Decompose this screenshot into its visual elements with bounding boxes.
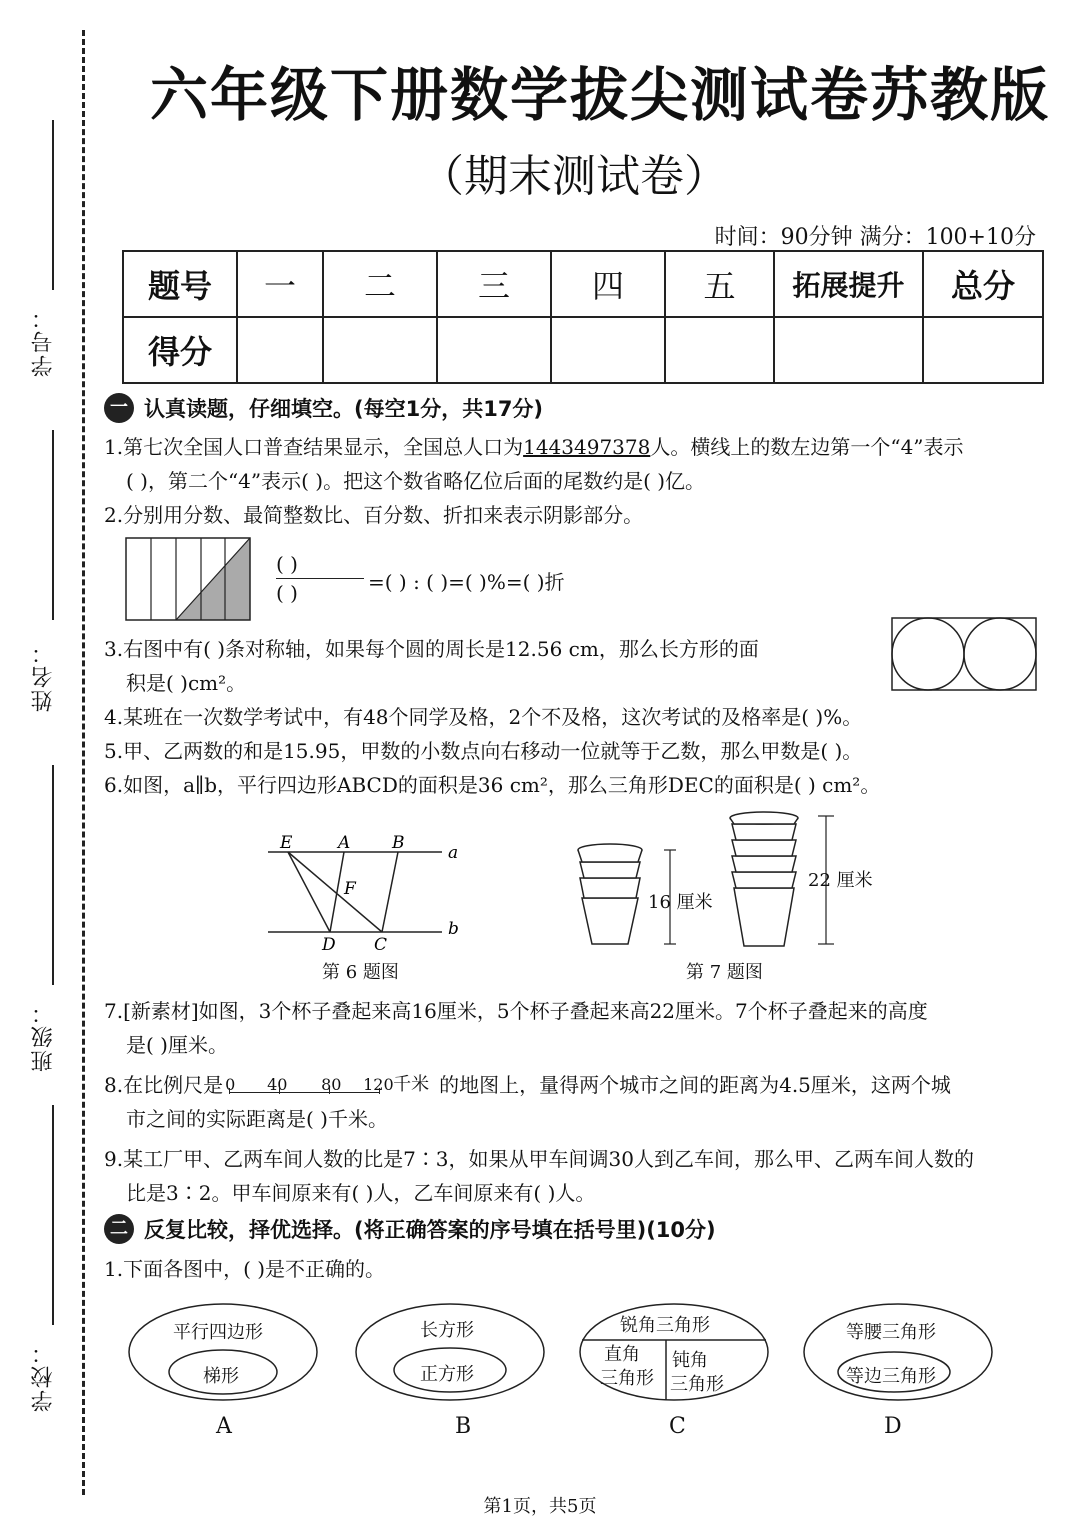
cup-stack-5 (730, 812, 798, 946)
option-a-letter: A (216, 1414, 232, 1439)
q8-line1 (104, 1068, 951, 1102)
option-b-outer-label: 长方形 (420, 1320, 474, 1341)
option-b-letter: B (455, 1414, 472, 1439)
q8-line2: 市之间的实际距离是( )千米。 (126, 1107, 388, 1131)
section2-heading (104, 1214, 716, 1244)
score-cell[interactable] (237, 317, 323, 383)
q9-line1: 9.某工厂甲、乙两车间人数的比是7∶3，如果从甲车间调30人到乙车间，那么甲、乙两车间人数的 (104, 1147, 974, 1171)
option-c-right-label-2: 三角形 (670, 1374, 724, 1395)
score-cell[interactable] (437, 317, 551, 383)
q7-line2: 是( )厘米。 (126, 1033, 228, 1057)
section2-number: 二 (104, 1214, 134, 1244)
option-a-inner-label: 梯形 (203, 1366, 239, 1387)
question-8 (104, 1068, 951, 1136)
scale-tick-120: 120 (363, 1075, 394, 1094)
section1-number: 一 (104, 393, 134, 423)
label-D: D (322, 935, 336, 955)
figure-6 (262, 828, 472, 958)
s2-q1-diagrams (126, 1300, 996, 1410)
label-E: E (280, 833, 293, 853)
score-header-cell: 题号 (123, 251, 237, 317)
scale-tick-0: 0 (225, 1075, 236, 1094)
figure-6-caption: 第 6 题图 (322, 962, 399, 983)
s2-question-1: 1.下面各图中，( )是不正确的。 (104, 1257, 386, 1281)
q9-line2: 比是3∶2。甲车间原来有( )人，乙车间原来有( )人。 (126, 1181, 596, 1205)
scale-tick-80: 80 (321, 1075, 342, 1094)
score-header-cell: 三 (437, 251, 551, 317)
question-4: 4.某班在一次数学考试中，有48个同学及格，2个不及格，这次考试的及格率是( )%。 (104, 705, 863, 729)
score-cell[interactable] (323, 317, 437, 383)
option-d-outer-label: 等腰三角形 (846, 1322, 936, 1343)
option-b-inner-label: 正方形 (420, 1364, 474, 1385)
question-2: 2.分别用分数、最简整数比、百分数、折扣来表示阴影部分。 (104, 503, 644, 527)
class-line (52, 765, 54, 985)
q8-unit: 千米 (393, 1074, 430, 1095)
label-a: a (448, 843, 459, 863)
time-info: 时间：90分钟 满分：100+10分 (714, 225, 1036, 250)
q1-text: 1.第七次全国人口普查结果显示，全国总人口为 (104, 435, 524, 459)
name-label: 姓名： (31, 640, 56, 712)
page-title: 六年级下册数学拔尖测试卷苏教版 (150, 61, 1051, 129)
q1-line1 (104, 430, 964, 464)
school-line (52, 1105, 54, 1325)
q2-fraction (276, 552, 364, 605)
page-subtitle: （期末测试卷） (420, 151, 728, 202)
option-d-inner-label: 等边三角形 (846, 1366, 936, 1387)
q3-line2: 积是( )cm²。 (126, 671, 247, 695)
option-c-top-label: 锐角三角形 (620, 1315, 710, 1336)
score-header-cell: 五 (665, 251, 774, 317)
q7-line1: 7.[新素材]如图，3个杯子叠起来高16厘米，5个杯子叠起来高22厘米。7个杯子叠起来的高度 (104, 999, 928, 1023)
q1-text-b: 人。横线上的数左边第一个“4”表示 (650, 435, 964, 459)
question-3 (104, 632, 759, 700)
score-row-label: 得分 (123, 317, 237, 383)
q3-circles-figure (890, 616, 1040, 692)
option-d-letter: D (884, 1414, 902, 1439)
question-5: 5.甲、乙两数的和是15.95，甲数的小数点向右移动一位就等于乙数，那么甲数是( )。 (104, 739, 863, 763)
score-cell[interactable] (665, 317, 774, 383)
question-9 (104, 1142, 974, 1210)
class-label: 班级： (31, 1000, 56, 1072)
q8-scale-bar (223, 1068, 393, 1102)
q2-shaded-rectangle (124, 536, 254, 624)
score-cell[interactable] (774, 317, 923, 383)
q8-pre: 8.在比例尺是 (104, 1073, 224, 1097)
q1-line2: ( )，第二个“4”表示( )。把这个数省略亿位后面的尾数约是( )亿。 (126, 469, 706, 493)
q2-denominator: ( ) (276, 581, 298, 605)
section1-heading (104, 393, 543, 423)
q8-post: 的地图上，量得两个城市之间的距离为4.5厘米，这两个城 (439, 1073, 951, 1097)
score-cell[interactable] (923, 317, 1043, 383)
section2-title: 反复比较，择优选择。(将正确答案的序号填在括号里)(10分) (144, 1218, 716, 1242)
q2-numerator: ( ) (276, 552, 298, 576)
label-F: F (344, 879, 356, 899)
page-footer: 第1页，共5页 (483, 1496, 597, 1517)
score-header-cell: 总分 (923, 251, 1043, 317)
score-header-cell: 拓展提升 (774, 251, 923, 317)
scale-tick-40: 40 (267, 1075, 288, 1094)
figure-7-caption: 第 7 题图 (686, 962, 763, 983)
question-1 (104, 430, 964, 498)
q3-circle-right (964, 618, 1036, 690)
label-A: A (338, 833, 351, 853)
name-line (52, 430, 54, 620)
student-no-line (52, 120, 54, 290)
q3-line1: 3.右图中有( )条对称轴，如果每个圆的周长是12.56 cm，那么长方形的面 (104, 637, 759, 661)
option-a-outer-label: 平行四边形 (173, 1322, 263, 1343)
score-table-score-row (123, 317, 1043, 383)
label-C: C (374, 935, 388, 955)
option-c-letter: C (669, 1414, 686, 1439)
label-B: B (392, 833, 405, 853)
student-no-label: 学号： (31, 305, 56, 377)
q2-answer-blanks: =( ) : ( )=( )%=( )折 (368, 570, 565, 594)
q1-number: 1443497378 (523, 435, 651, 459)
option-c-left-label-1: 直角 (604, 1344, 640, 1365)
question-6: 6.如图，a∥b，平行四边形ABCD的面积是36 cm²，那么三角形DEC的面积是( ) cm²。 (104, 773, 881, 797)
section1-title: 认真读题，仔细填空。(每空1分，共17分) (144, 397, 544, 421)
cup-stack-3 (578, 844, 642, 944)
score-header-cell: 一 (237, 251, 323, 317)
label-b: b (448, 919, 459, 939)
score-cell[interactable] (551, 317, 665, 383)
q3-circle-left (892, 618, 964, 690)
score-header-cell: 二 (323, 251, 437, 317)
score-table-header-row (123, 251, 1043, 317)
score-header-cell: 四 (551, 251, 665, 317)
school-label: 学校： (31, 1340, 56, 1412)
question-7 (104, 994, 928, 1062)
figure-7-height-16: 16 厘米 (648, 892, 713, 913)
binding-dashed-line (82, 30, 85, 1495)
score-table (122, 250, 1044, 384)
figure-7-height-22: 22 厘米 (808, 870, 873, 891)
option-c-left-label-2: 三角形 (600, 1368, 654, 1389)
option-c-right-label-1: 钝角 (672, 1350, 708, 1371)
